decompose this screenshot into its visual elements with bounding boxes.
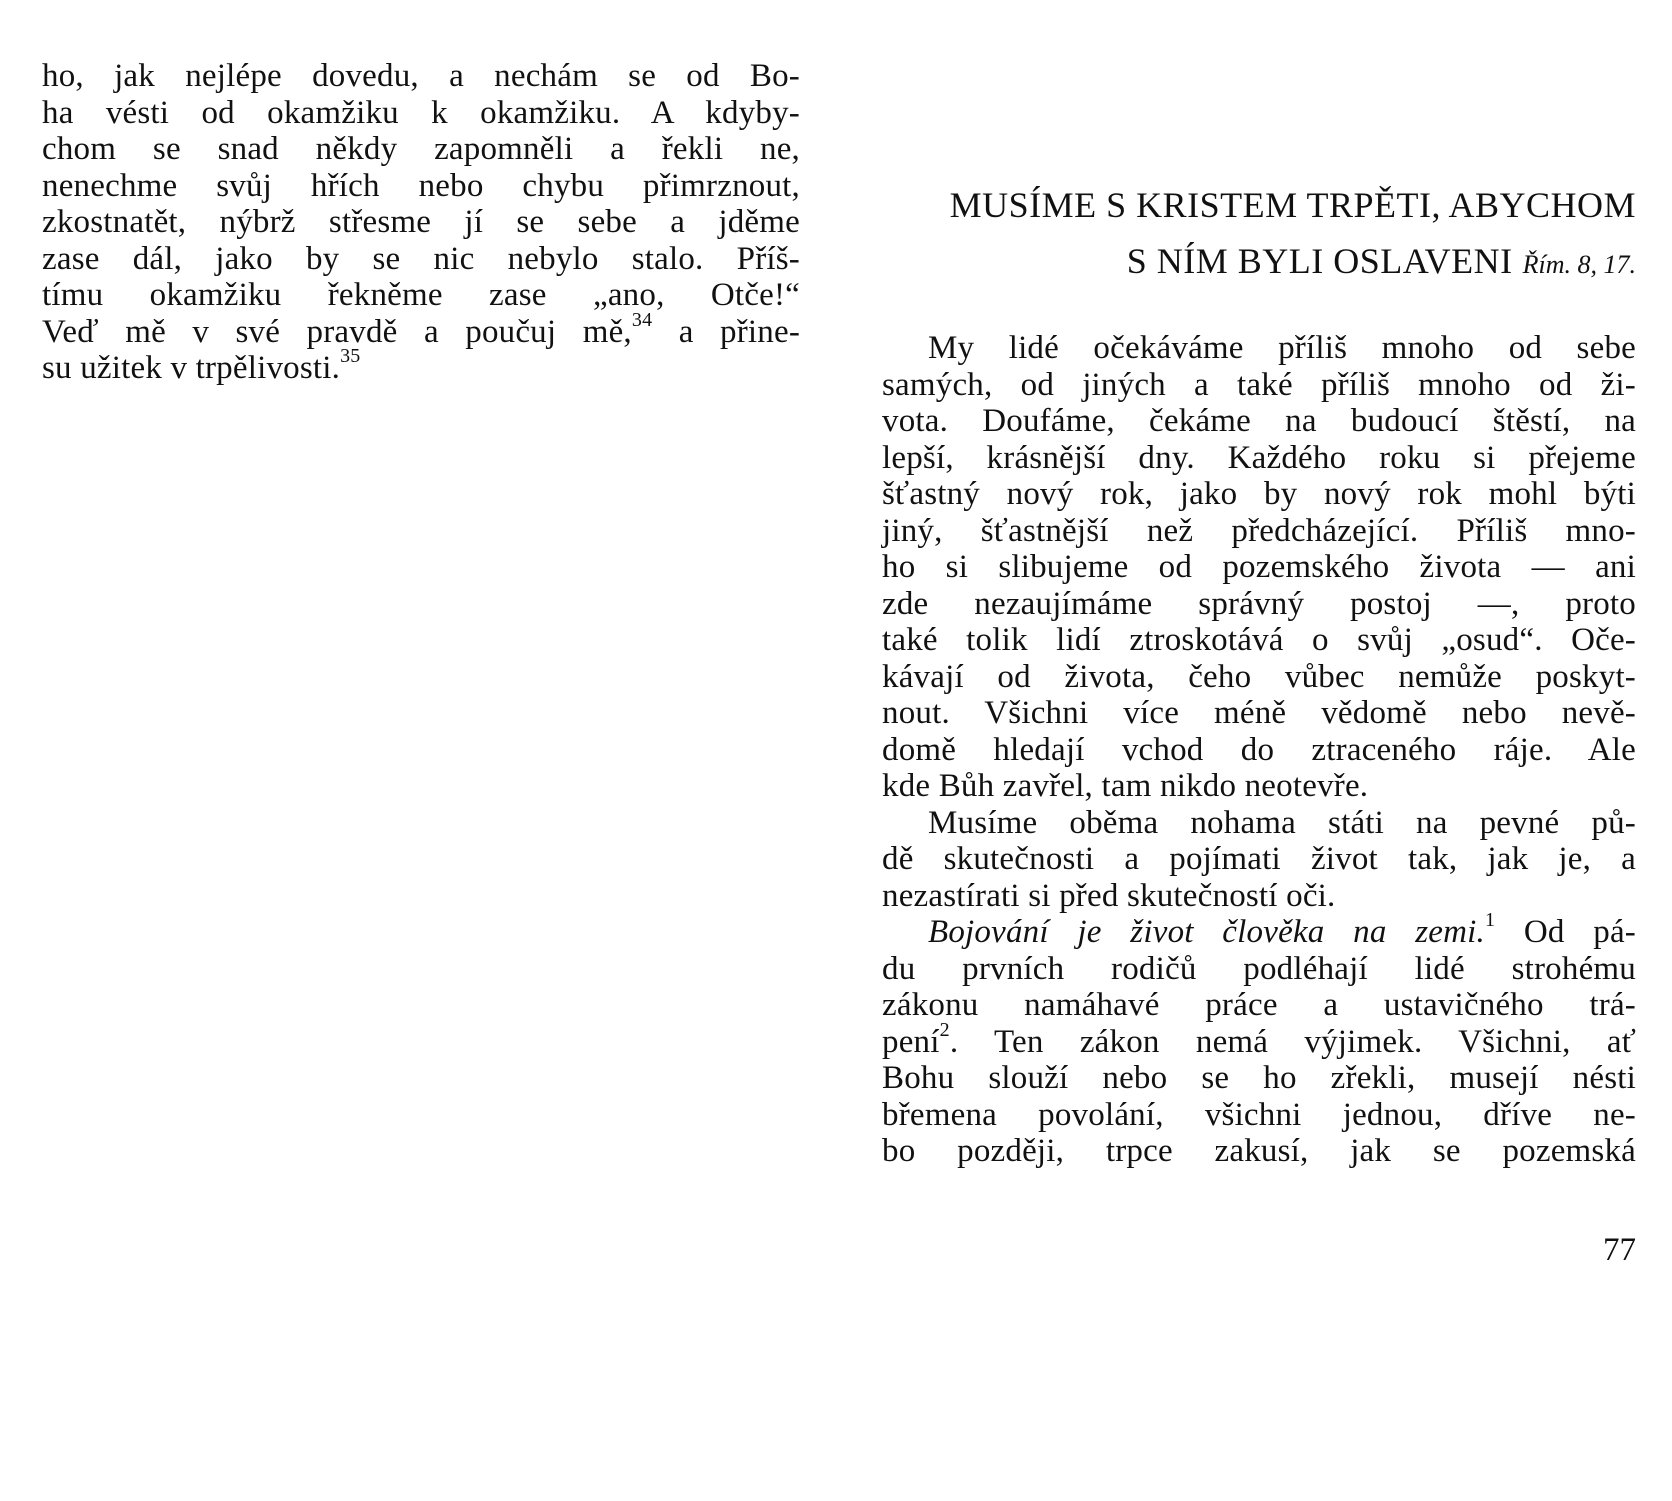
- paragraph-3-line-6: břemena povolání, všichni jednou, dříve ne-: [882, 1096, 1636, 1133]
- paragraph-1-line-2: samých, od jiných a také příliš mnoho od ži-: [882, 366, 1636, 403]
- paragraph-1-line-11: nout. Všichni více méně vědomě nebo nevě-: [882, 695, 1636, 731]
- paragraph-3-line-1: [928, 909, 1636, 950]
- chapter-heading-line-2: [1127, 238, 1636, 288]
- left-line-6: zase dál, jako by se nic nebylo stalo. Příš-: [42, 240, 800, 277]
- paragraph-3-line-4-head: pení: [882, 1023, 940, 1060]
- paragraph-1-line-10: kávají od života, čeho vůbec nemůže poskyt-: [882, 658, 1636, 695]
- paragraph-2-line-1: Musíme oběma nohama státi na pevné pů-: [928, 804, 1636, 841]
- left-line-3: chom se snad někdy zapomněli a řekli ne,: [42, 131, 800, 167]
- right-page: [836, 0, 1672, 1501]
- left-line-9: [42, 345, 800, 386]
- paragraph-3-line-7: bo později, trpce zakusí, jak se pozemská: [882, 1133, 1636, 1169]
- paragraph-3-line-4: [882, 1018, 1636, 1060]
- paragraph-1-line-7: ho si slibujeme od pozemského života — ani: [882, 549, 1636, 585]
- paragraph-1-line-1: My lidé očekáváme příliš mnoho od sebe: [928, 330, 1636, 366]
- paragraph-1-line-6: jiný, šťastnější než předcházející. Příliš mno-: [882, 512, 1636, 549]
- scripture-reference: Řím. 8, 17.: [1522, 250, 1636, 279]
- paragraph-2-line-3: nezastírati si před skutečností oči.: [882, 877, 1336, 914]
- footnote-marker: 35: [340, 345, 361, 367]
- paragraph-1-line-4: lepší, krásnější dny. Každého roku si přejeme: [882, 439, 1636, 476]
- chapter-heading-text: S NÍM BYLI OSLAVENI: [1126, 241, 1513, 281]
- left-line-8-tail: a přine-: [652, 313, 801, 350]
- paragraph-1-line-12: domě hledají vchod do ztraceného ráje. Ale: [882, 731, 1636, 768]
- left-line-2: ha vésti od okamžiku k okamžiku. A kdyby-: [42, 94, 800, 131]
- paragraph-3-line-4-tail: . Ten zákon nemá výjimek. Všichni, ať: [949, 1023, 1636, 1060]
- left-line-5: zkostnatět, nýbrž střesme jí se sebe a jděme: [42, 204, 800, 240]
- paragraph-3-line-3: zákonu namáhavé práce a ustavičného trá-: [882, 987, 1636, 1023]
- footnote-marker: 34: [631, 308, 653, 331]
- left-line-7: tímu okamžiku řekněme zase „ano, Otče!“: [42, 277, 800, 313]
- footnote-marker: 2: [939, 1018, 950, 1041]
- scripture-quote: Bojování je život člověka na zemi.: [928, 914, 1485, 950]
- paragraph-1-line-8: zde nezaujímáme správný postoj —, proto: [882, 585, 1636, 622]
- paragraph-3-line-1-tail: Od pá-: [1495, 914, 1636, 950]
- left-line-9-text: su užitek v trpělivosti.: [42, 350, 341, 386]
- footnote-marker: 1: [1484, 909, 1496, 931]
- paragraph-1-line-5: šťastný nový rok, jako by nový rok mohl býti: [882, 476, 1636, 512]
- paragraph-2-line-2: dě skutečnosti a pojímati život tak, jak je, a: [882, 841, 1636, 877]
- paragraph-1-line-9: také tolik lidí ztroskotává o svůj „osud“. Oče-: [882, 622, 1636, 658]
- left-line-8: [42, 308, 801, 350]
- page-number: 77: [1603, 1232, 1636, 1268]
- left-line-1: ho, jak nejlépe dovedu, a nechám se od Bo-: [42, 58, 800, 94]
- left-line-8-text: Veď mě v své pravdě a poučuj mě,: [42, 313, 632, 350]
- left-line-4: nenechme svůj hřích nebo chybu přimrznout,: [42, 167, 800, 204]
- paragraph-3-line-5: Bohu slouží nebo se ho zřekli, musejí nésti: [882, 1060, 1636, 1096]
- paragraph-1-line-3: vota. Doufáme, čekáme na budoucí štěstí, na: [882, 403, 1636, 439]
- chapter-heading-line-1: MUSÍME S KRISTEM TRPĚTI, ABYCHOM: [949, 185, 1636, 225]
- paragraph-3-line-2: du prvních rodičů podléhají lidé strohému: [882, 950, 1636, 987]
- paragraph-1-line-13: kde Bůh zavřel, tam nikdo neotevře.: [882, 768, 1369, 804]
